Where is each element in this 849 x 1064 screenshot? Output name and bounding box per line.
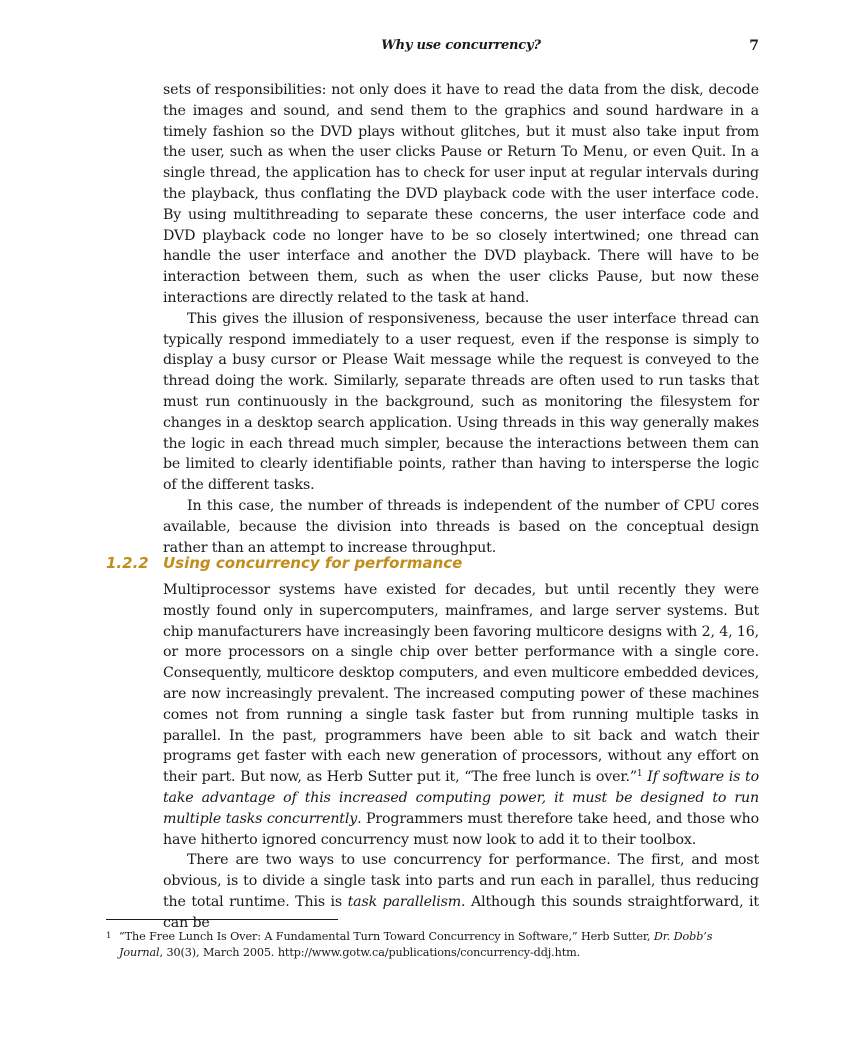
section-number: 1.2.2: [106, 554, 149, 572]
emphasis-text: task parallelism: [347, 893, 462, 910]
text-run: Multiprocessor systems have existed for decades, but until recently they were mostly found only in supercomputers, mainframes, and large server systems. But chip manufacturers have increasingly been favoring multicore designs with 2, 4, 16, or more processors on a single chip over better performance with a single core. Consequently, multicore desktop computers, and even multicore embedded devices, are now increasingly prevalent. The increased computing power of these machines comes not from running a single task faster but from running multiple tasks in parallel. In the past, programmers have been able to sit back and watch their programs get faster with each new generation of processors, without any effort on their part. But now, as Herb Sutter put it, “The free lunch is over.”: [163, 582, 759, 786]
body-text-top: [163, 80, 759, 558]
text-run: . Programmers must therefore take heed, and those who have hitherto ignored concurrency must now look to add it to their toolbox.: [163, 810, 759, 848]
emphasis-text: If software is to take advantage of this increased computing power, it must be designed to run multiple tasks concurrently: [163, 769, 759, 827]
page-header: [163, 38, 759, 58]
paragraph: [163, 580, 759, 850]
paragraph: In this case, the number of threads is independent of the number of CPU cores available, because the division into threads is based on the conceptual design rather than an attempt to increase throughput.: [163, 497, 759, 556]
footnote: [106, 929, 759, 960]
journal-title: Dr. Dobb’s Journal: [119, 930, 713, 959]
page-number: 7: [749, 38, 759, 54]
footnote-reference: 1: [636, 769, 643, 780]
running-title: Why use concurrency?: [381, 38, 541, 53]
text-run: . Although this sounds straightforward, it can be: [163, 893, 759, 931]
footnote-divider: [106, 919, 338, 920]
paragraph: sets of responsibilities: not only does it have to read the data from the disk, decode the images and sound, and send them to the graphics and sound hardware in a timely fashion so the DVD plays without glitches, but it must also take input from the user, such as when the user clicks Pause or Return To Menu, or even Quit. In a single thread, the application has to check for user input at regular intervals during the playback, thus conflating the DVD playback code with the user interface code. By using multithreading to separate these concerns, the user interface code and DVD playback code no longer have to be so closely intertwined; one thread can handle the user interface and another the DVD playback. There will have to be interaction between them, such as when the user clicks Pause, but now these interactions are directly related to the task at hand.: [163, 82, 759, 306]
text-run: There are two ways to use concurrency for performance. The first, and most obvious, is to divide a single task into parts and run each in parallel, thus reducing the total runtime. This is: [163, 852, 759, 910]
footnote-marker: 1: [106, 931, 112, 941]
body-text-bottom: [163, 580, 759, 934]
text-run: “The Free Lunch Is Over: A Fundamental Turn Toward Concurrency in Software,” Herb Sutter,: [119, 930, 654, 943]
paragraph: This gives the illusion of responsiveness, because the user interface thread can typically respond immediately to a user request, even if the response is simply to display a busy cursor or Please Wait message while the request is conveyed to the thread doing the work. Similarly, separate threads are often used to run tasks that must run continuously in the background, such as monitoring the filesystem for changes in a desktop search application. Using threads in this way generally makes the logic in each thread much simpler, because the interactions between them can be limited to clearly identifiable points, rather than having to intersperse the logic of the different tasks.: [163, 310, 759, 494]
text-run: , 30(3), March 2005. http://www.gotw.ca/publications/concurrency-ddj.htm.: [159, 945, 581, 959]
paragraph: [163, 850, 759, 933]
section-title: Using concurrency for performance: [163, 554, 463, 572]
section-heading: [106, 554, 759, 576]
footnote-text: [119, 929, 759, 960]
